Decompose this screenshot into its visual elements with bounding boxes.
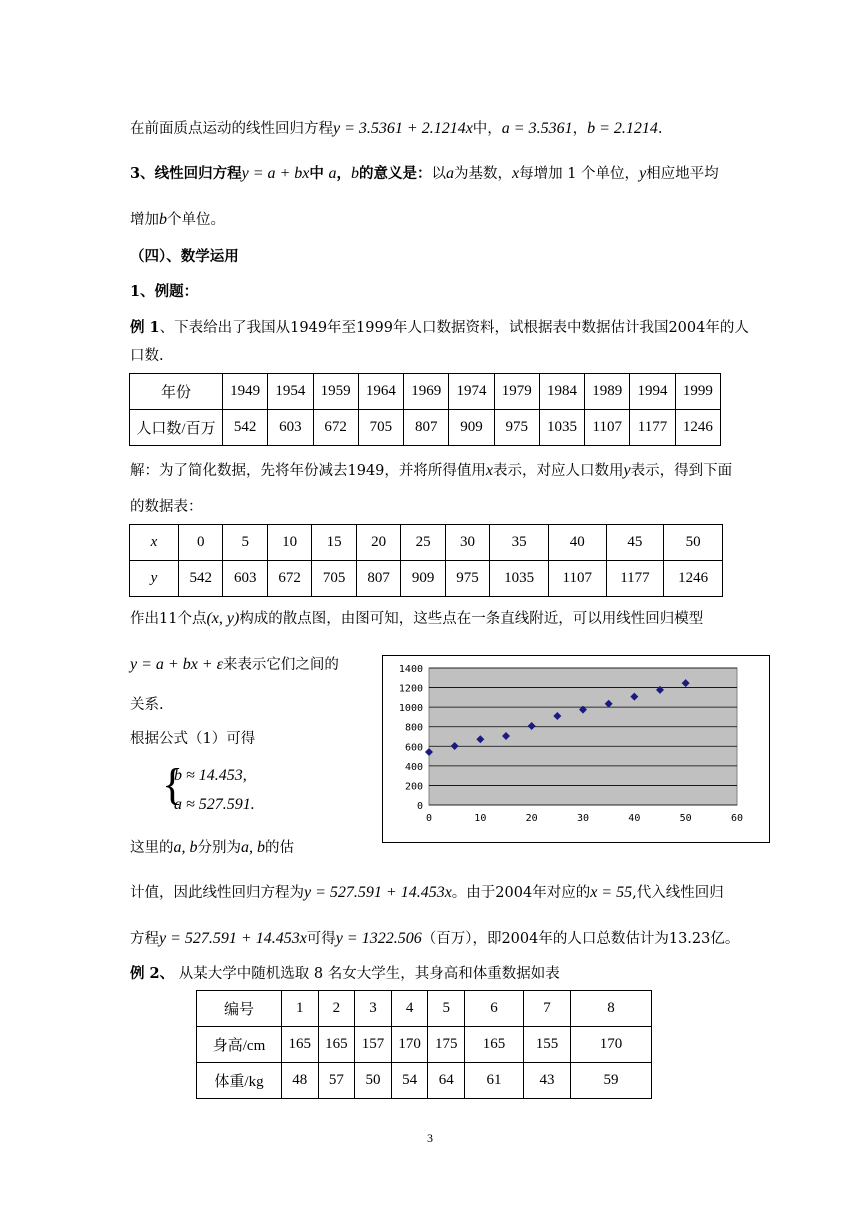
example-label: 例 2、	[130, 965, 175, 982]
text-line-2	[130, 164, 719, 184]
text: 构成的散点图，由图可知，这些点在一条直线附近，可以用线性回归模型	[239, 611, 704, 627]
equation: (x, y)	[206, 610, 240, 627]
a-estimate: a ≈ 527.591.	[174, 796, 255, 813]
text: 相应地平均	[646, 166, 719, 182]
solution-line-2: 的数据表：	[130, 499, 203, 515]
y-tick-label: 0	[416, 801, 423, 812]
table-cell: 705	[358, 410, 403, 446]
y-tick-label: 1000	[398, 703, 423, 715]
var: b	[351, 165, 359, 182]
table-cell: 672	[267, 561, 311, 597]
text: 计值，因此线性回归方程为	[130, 885, 304, 901]
text: 的估	[265, 840, 294, 856]
table-cell: 807	[356, 561, 400, 597]
table-cell: 59	[571, 1063, 652, 1099]
table-cell: 1954	[268, 374, 313, 410]
table-cell: 1959	[313, 374, 358, 410]
text: 在前面质点运动的线性回归方程	[130, 121, 333, 137]
page-number: 3	[427, 1131, 433, 1145]
final-line	[130, 929, 739, 949]
table-cell: 50	[664, 525, 723, 561]
text: 每增加 1 个单位，	[519, 166, 640, 182]
table-row	[130, 525, 723, 561]
equation: y = 527.591 + 14.453x	[304, 884, 452, 901]
x-tick-label: 60	[730, 813, 744, 824]
table-cell: 1107	[585, 410, 630, 446]
table-header: 身高/cm	[197, 1027, 282, 1063]
table-cell: 1969	[404, 374, 449, 410]
table-cell: 10	[267, 525, 311, 561]
example-1-cont: 口数.	[130, 348, 164, 364]
height-weight-table	[196, 990, 652, 1099]
table-cell: 1177	[606, 561, 664, 597]
y-tick-label: 200	[404, 781, 423, 793]
table-cell: 165	[318, 1027, 355, 1063]
table-cell: 4	[391, 991, 428, 1027]
table-cell: 672	[313, 410, 358, 446]
y-tick-label: 600	[404, 742, 423, 754]
table-cell: 155	[524, 1027, 571, 1063]
table-cell: 1989	[585, 374, 630, 410]
x-tick-label: 40	[628, 813, 641, 824]
table-row	[197, 991, 652, 1027]
equation: y = a + bx + ε	[130, 656, 223, 673]
equation: y = 3.5361 + 2.1214x	[333, 120, 473, 137]
table-cell: 807	[404, 410, 449, 446]
table-cell: 54	[391, 1063, 428, 1099]
table-cell: 61	[465, 1063, 524, 1099]
table-row	[130, 410, 721, 446]
table-header: 年份	[130, 374, 223, 410]
population-table	[129, 373, 721, 446]
plot-area	[429, 668, 737, 805]
table-cell: 1	[282, 991, 319, 1027]
y-tick-label: 1200	[398, 683, 423, 695]
example-1	[130, 318, 749, 338]
table-cell: 909	[401, 561, 445, 597]
table-cell: 8	[571, 991, 652, 1027]
text: 分别为	[197, 840, 241, 856]
var: a	[446, 165, 454, 182]
table-cell: 1035	[539, 410, 584, 446]
example-label: 例 1	[130, 319, 160, 336]
y-tick-label: 800	[404, 722, 423, 734]
text-line-1	[130, 119, 663, 139]
table-cell: 25	[401, 525, 445, 561]
y-tick-label: 400	[404, 761, 423, 773]
table-cell: 603	[268, 410, 313, 446]
table-cell: 1999	[675, 374, 720, 410]
table-cell: 165	[282, 1027, 319, 1063]
table-row	[130, 561, 723, 597]
table-cell: 5	[428, 991, 465, 1027]
var: a, b	[241, 839, 265, 856]
table-cell: 48	[282, 1063, 319, 1099]
table-cell: 20	[356, 525, 400, 561]
heading: 3、线性回归方程	[130, 165, 242, 182]
text: 来表示它们之间的	[222, 657, 339, 673]
text: 表示，得到下面	[630, 463, 733, 479]
table-header: 编号	[197, 991, 282, 1027]
text-line-3	[130, 210, 225, 230]
table-cell: 1035	[490, 561, 549, 597]
table-row	[197, 1063, 652, 1099]
var: b	[159, 211, 167, 228]
table-cell: 705	[312, 561, 356, 597]
brace-icon: {	[162, 760, 184, 809]
table-cell: 57	[318, 1063, 355, 1099]
table-cell: 909	[449, 410, 494, 446]
x-tick-label: 50	[679, 813, 692, 824]
text: 个单位。	[167, 212, 225, 228]
equation: a = 3.5361	[501, 120, 573, 137]
table-cell: 542	[223, 410, 268, 446]
var: a, b	[173, 839, 198, 856]
table-cell: 3	[355, 991, 392, 1027]
table-cell: 1964	[358, 374, 403, 410]
table-header: 体重/kg	[197, 1063, 282, 1099]
equation: y = 527.591 + 14.453x	[159, 930, 307, 947]
table-cell: 975	[445, 561, 489, 597]
table-cell: 7	[524, 991, 571, 1027]
table-cell: 1107	[548, 561, 606, 597]
estimate-line	[130, 883, 724, 903]
table-cell: 35	[490, 525, 549, 561]
table-cell: 1949	[223, 374, 268, 410]
var: x	[485, 462, 494, 479]
table-cell: 2	[318, 991, 355, 1027]
table-cell: 64	[428, 1063, 465, 1099]
text: 可得	[306, 931, 336, 947]
scatter-chart	[382, 655, 770, 843]
var: x	[512, 165, 520, 182]
text: （百万），即2004年的人口总数估计为13.23亿。	[421, 931, 740, 947]
table-cell: 542	[179, 561, 223, 597]
table-header: 人口数/百万	[130, 410, 223, 446]
text: 从某大学中随机选取 8 名女大学生，其身高和体重数据如表	[174, 966, 560, 982]
example-2	[130, 964, 560, 984]
b-estimate: b ≈ 14.453,	[174, 767, 247, 784]
table-row	[197, 1027, 652, 1063]
table-cell: 1994	[630, 374, 675, 410]
text: ，	[572, 121, 588, 137]
example-heading: 1、例题：	[130, 283, 199, 300]
xy-table	[129, 524, 723, 597]
table-header: y	[130, 561, 179, 597]
equation: x = 55	[590, 884, 633, 901]
var: a	[328, 165, 337, 182]
table-row	[130, 374, 721, 410]
table-cell: 45	[606, 525, 664, 561]
table-cell: 50	[355, 1063, 392, 1099]
table-cell: 170	[571, 1027, 652, 1063]
text: 。由于2004年对应的	[451, 885, 591, 901]
table-cell: 5	[223, 525, 267, 561]
text: .	[657, 121, 663, 137]
text: 为基数，	[454, 166, 512, 182]
table-cell: 975	[494, 410, 539, 446]
table-cell: 170	[391, 1027, 428, 1063]
x-tick-label: 30	[576, 813, 590, 824]
formula-line: 根据公式（1）可得	[130, 731, 256, 747]
text: 、下表给出了我国从1949年至1999年人口数据资料，试根据表中数据估计我国2004年的人	[159, 320, 749, 336]
scatter-chart-svg	[383, 656, 769, 842]
equation: b = 2.1214	[587, 120, 658, 137]
table-cell: 1974	[449, 374, 494, 410]
x-tick-label: 10	[474, 813, 487, 824]
equation: y = 1322.506	[335, 930, 422, 947]
table-cell: 1984	[539, 374, 584, 410]
scatter-line	[130, 609, 703, 629]
x-tick-label: 0	[425, 813, 433, 824]
text: 解：为了简化数据，先将年份减去1949，并将所得值用	[130, 463, 486, 479]
table-cell: 175	[428, 1027, 465, 1063]
relation-line: 关系.	[130, 697, 164, 713]
text: 中，	[472, 121, 502, 137]
text: 中	[309, 165, 324, 182]
text: ，	[336, 165, 351, 182]
y-tick-label: 1400	[398, 664, 423, 675]
solution-line-1	[130, 461, 732, 481]
table-cell: 1246	[675, 410, 720, 446]
equation: y = a + bx	[241, 165, 310, 182]
model-line	[130, 655, 339, 675]
text: 作出11个点	[130, 611, 207, 627]
text: 这里的	[130, 840, 174, 856]
text: 方程	[130, 931, 159, 947]
section-heading: （四）、数学运用	[130, 248, 239, 265]
table-cell: 0	[179, 525, 223, 561]
table-header: x	[130, 525, 179, 561]
text: 以	[431, 166, 446, 182]
table-cell: 6	[465, 991, 524, 1027]
table-cell: 15	[312, 525, 356, 561]
text: 增加	[130, 212, 159, 228]
table-cell: 43	[524, 1063, 571, 1099]
text: 表示，对应人口数用	[493, 463, 624, 479]
table-cell: 603	[223, 561, 267, 597]
x-tick-label: 20	[525, 813, 538, 824]
table-cell: 1979	[494, 374, 539, 410]
table-cell: 165	[465, 1027, 524, 1063]
here-line	[130, 838, 294, 858]
table-cell: 1177	[630, 410, 675, 446]
text: ,代入线性回归	[632, 885, 724, 901]
table-cell: 40	[548, 525, 606, 561]
table-cell: 30	[445, 525, 489, 561]
var: y	[623, 462, 631, 479]
table-cell: 157	[355, 1027, 392, 1063]
var: y	[639, 165, 647, 182]
text: 的意义是：	[359, 165, 432, 182]
table-cell: 1246	[664, 561, 723, 597]
